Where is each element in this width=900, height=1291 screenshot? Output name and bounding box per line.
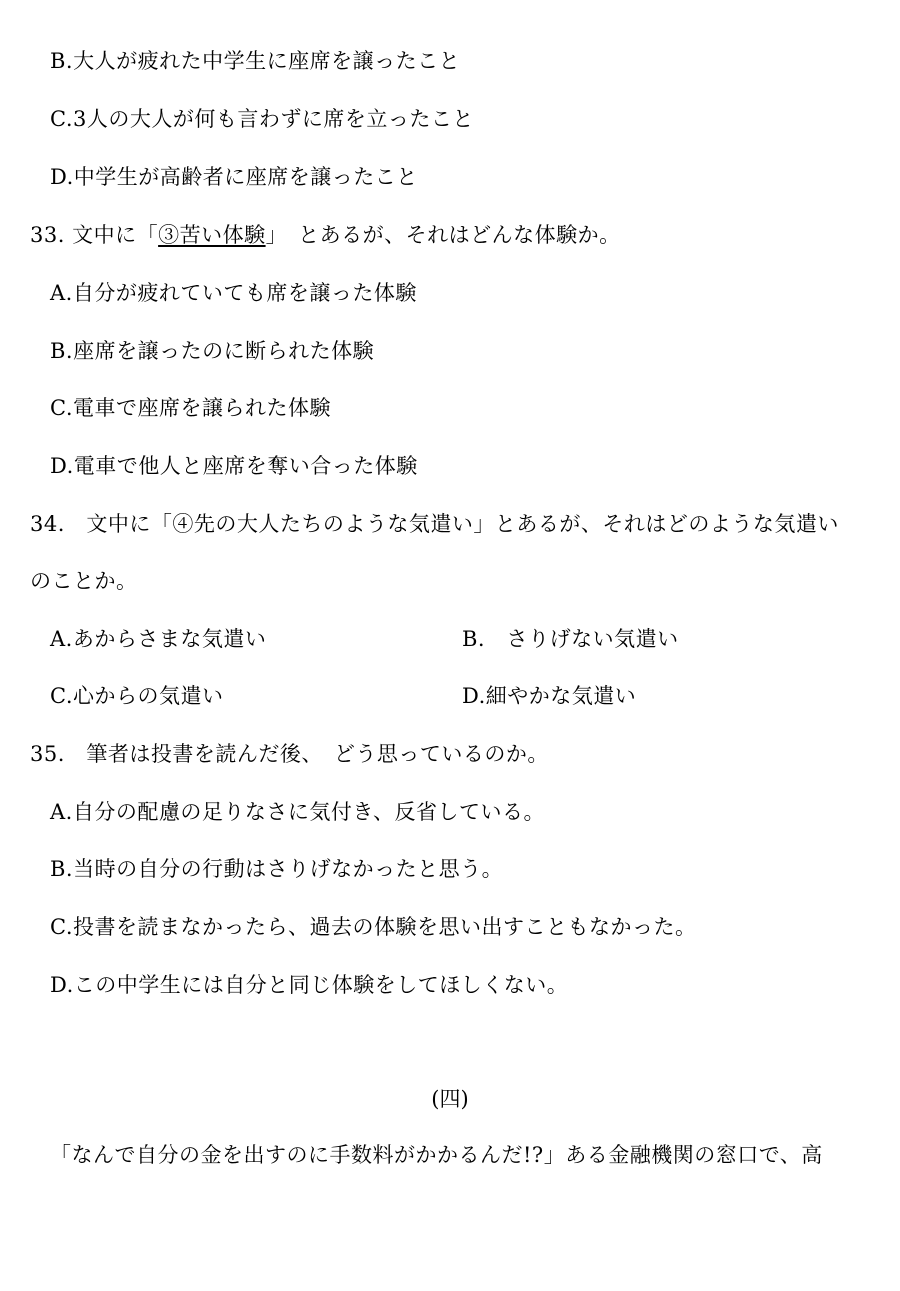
q33-option-a: A.自分が疲れていても席を譲った体験 xyxy=(50,281,417,305)
q33-text-before: 文中に「 xyxy=(72,223,159,247)
passage-first-line: 「なんで自分の金を出すのに手数料がかかるんだ!?」ある金融機関の窓口で、高 xyxy=(50,1143,823,1167)
q34-option-c: C.心からの気遣い xyxy=(50,684,224,708)
q33-option-c: C.電車で座席を譲られた体験 xyxy=(50,396,331,420)
q35-question: 35. 筆者は投書を読んだ後、 どう思っているのか。 xyxy=(30,742,549,766)
q33-option-b: B.座席を譲ったのに断られた体験 xyxy=(50,339,375,363)
q34-option-b: B. さりげない気遣い xyxy=(462,627,679,651)
q34-option-a: A.あからさまな気遣い xyxy=(50,627,267,651)
q33-question xyxy=(30,220,621,250)
q32-option-d: D.中学生が高齢者に座席を譲ったこと xyxy=(50,165,418,189)
q35-option-c: C.投書を読まなかったら、過去の体験を思い出すこともなかった。 xyxy=(50,915,697,939)
q35-option-d: D.この中学生には自分と同じ体験をしてほしくない。 xyxy=(50,973,569,997)
q34-question-line2: のことか。 xyxy=(30,569,138,593)
q35-option-a: A.自分の配慮の足りなさに気付き、反省している。 xyxy=(50,800,545,824)
q34-question-line1: 34. 文中に「④先の大人たちのような気遣い」とあるが、それはどのような気遣い xyxy=(30,512,839,536)
q33-quote-underlined: ③苦い体験 xyxy=(158,223,266,247)
q32-option-b: B.大人が疲れた中学生に座席を譲ったこと xyxy=(50,49,461,73)
q32-option-c: C.3人の大人が何も言わずに席を立ったこと xyxy=(50,107,474,131)
section-heading: (四) xyxy=(431,1087,469,1111)
q33-number: 33. xyxy=(30,223,65,247)
q35-option-b: B.当時の自分の行動はさりげなかったと思う。 xyxy=(50,857,504,881)
q34-option-d: D.細やかな気遣い xyxy=(462,684,637,708)
q33-option-d: D.電車で他人と座席を奪い合った体験 xyxy=(50,454,418,478)
q33-text-after: 」 とあるが、それはどんな体験か。 xyxy=(265,223,621,247)
